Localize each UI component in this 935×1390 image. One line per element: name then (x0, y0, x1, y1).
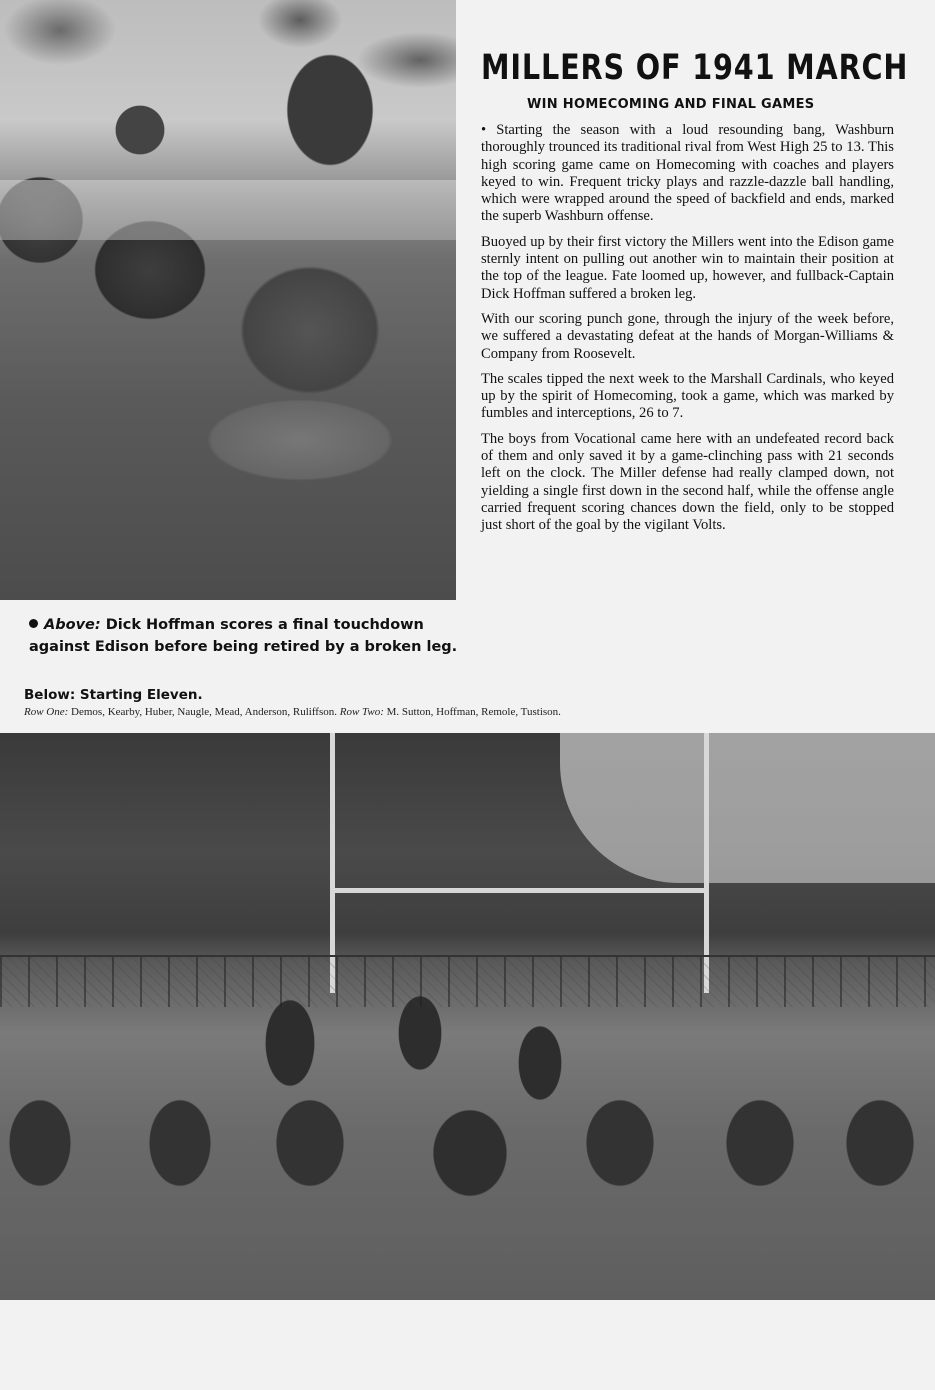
article-body (481, 122, 894, 543)
paragraph-marshall: The scales tipped the next week to the Marshall Cardinals, who keyed up by the spirit of Homecoming, took a game, which was marked by fumbles and interceptions, 26 to 7. (481, 370, 894, 422)
caption-above-photo (29, 614, 469, 658)
photo-sky (560, 733, 935, 883)
starting-eleven-photo (0, 733, 935, 1300)
paragraph-edison: Buoyed up by their first victory the Millers went into the Edison game sternly intent on pulling out another win to maintain their position at the top of the league. Fate loomed up, however, and fullback-Captain Dick Hoffman suffered a broken leg. (481, 233, 894, 302)
chain-link-fence (0, 955, 935, 1007)
caption-below-title: Below: Starting Eleven. (24, 687, 203, 703)
article-subtitle: WIN HOMECOMING AND FINAL GAMES (527, 97, 815, 112)
row-two-names: M. Sutton, Hoffman, Remole, Tustison. (386, 706, 561, 718)
caption-above-lead: Above: (44, 617, 101, 633)
touchdown-photo (0, 0, 456, 600)
row-one-names: Demos, Kearby, Huber, Naugle, Mead, Anderson, Ruliffson. (71, 706, 337, 718)
goalpost-right (704, 733, 709, 993)
paragraph-west-high: • Starting the season with a loud resounding bang, Washburn thoroughly trounced its traditional rival from West High 25 to 13. This high scoring game came on Homecoming with coaches and players keyed to win. Frequent tricky plays and razzle-dazzle ball handling, which were wrapped around the speed of backfield and ends, marked the superb Washburn offense. (481, 122, 894, 225)
caption-above-text: Dick Hoffman scores a final touchdown against Edison before being retired by a broken leg. (29, 617, 458, 655)
paragraph-roosevelt: With our scoring punch gone, through the injury of the week before, we suffered a devastating defeat at the hands of Morgan-Williams & Company from Roosevelt. (481, 310, 894, 362)
roster-line (24, 706, 561, 718)
row-two-label: Row Two: (339, 706, 384, 718)
row-one-label: Row One: (24, 706, 69, 718)
photo-stadium-wall (0, 180, 456, 240)
goalpost-crossbar (330, 888, 709, 893)
article-title: MILLERS OF 1941 MARCH (481, 48, 909, 88)
bullet-icon (29, 619, 38, 628)
photo-trees (0, 0, 456, 140)
paragraph-vocational: The boys from Vocational came here with an undefeated record back of them and only saved it by a game-clinching pass with 21 seconds left on the clock. The Miller defense had really clamped down, not yielding a single first down in the second half, while the offense angle carried frequent scoring chances down the field, only to be stopped just short of the goal by the vigilant Volts. (481, 430, 894, 534)
goalpost-left (330, 733, 335, 993)
